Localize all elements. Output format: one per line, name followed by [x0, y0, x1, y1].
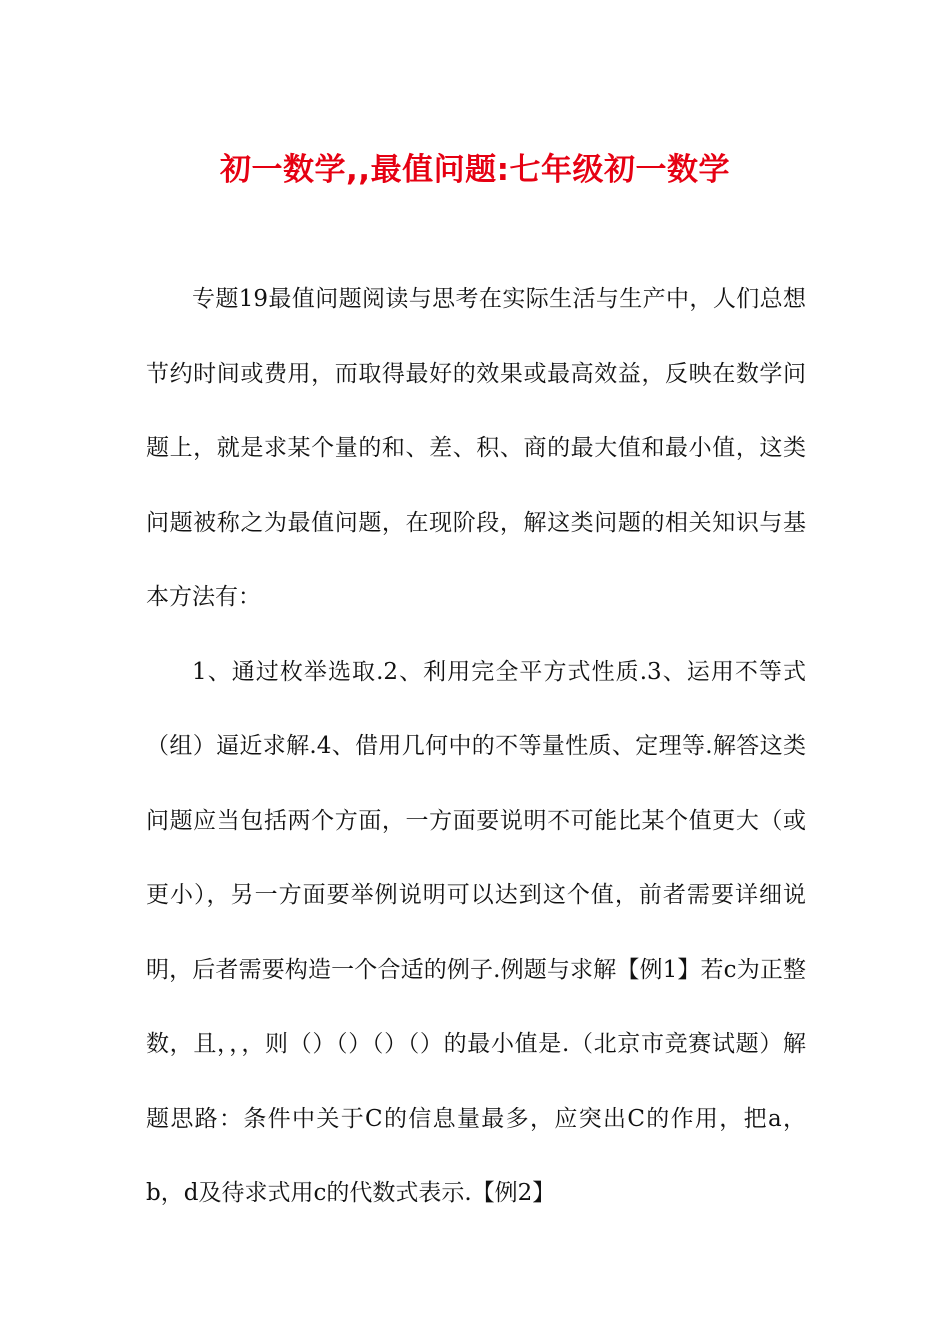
document-title: 初一数学,,最值问题:七年级初一数学 [220, 152, 730, 188]
body-paragraph-methods: 1、通过枚举选取.2、利用完全平方式性质.3、运用不等式（组）逼近求解.4、借用几何中的不等量性质、定理等.解答这类问题应当包括两个方面，一方面要说明不可能比某个值更大（或更小），另一方面要举例说明可以达到这个值，前者需要详细说明，后者需要构造一个合适的例子.例题与求解【例1】若c为正整数，且，，，则（）（）（）（）的最小值是.（北京市竞赛试题）解题思路：条件中关于C的信息量最多，应突出C的作用，把a，b，d及待求式用c的代数式表示.【例2】 [146, 658, 806, 1206]
document-body [146, 262, 806, 1231]
body-paragraph-intro: 专题19最值问题阅读与思考在实际生活与生产中，人们总想节约时间或费用，而取得最好的效果或最高效益，反映在数学问题上，就是求某个量的和、差、积、商的最大值和最小值，这类问题被称之为最值问题，在现阶段，解这类问题的相关知识与基本方法有： [146, 286, 806, 610]
